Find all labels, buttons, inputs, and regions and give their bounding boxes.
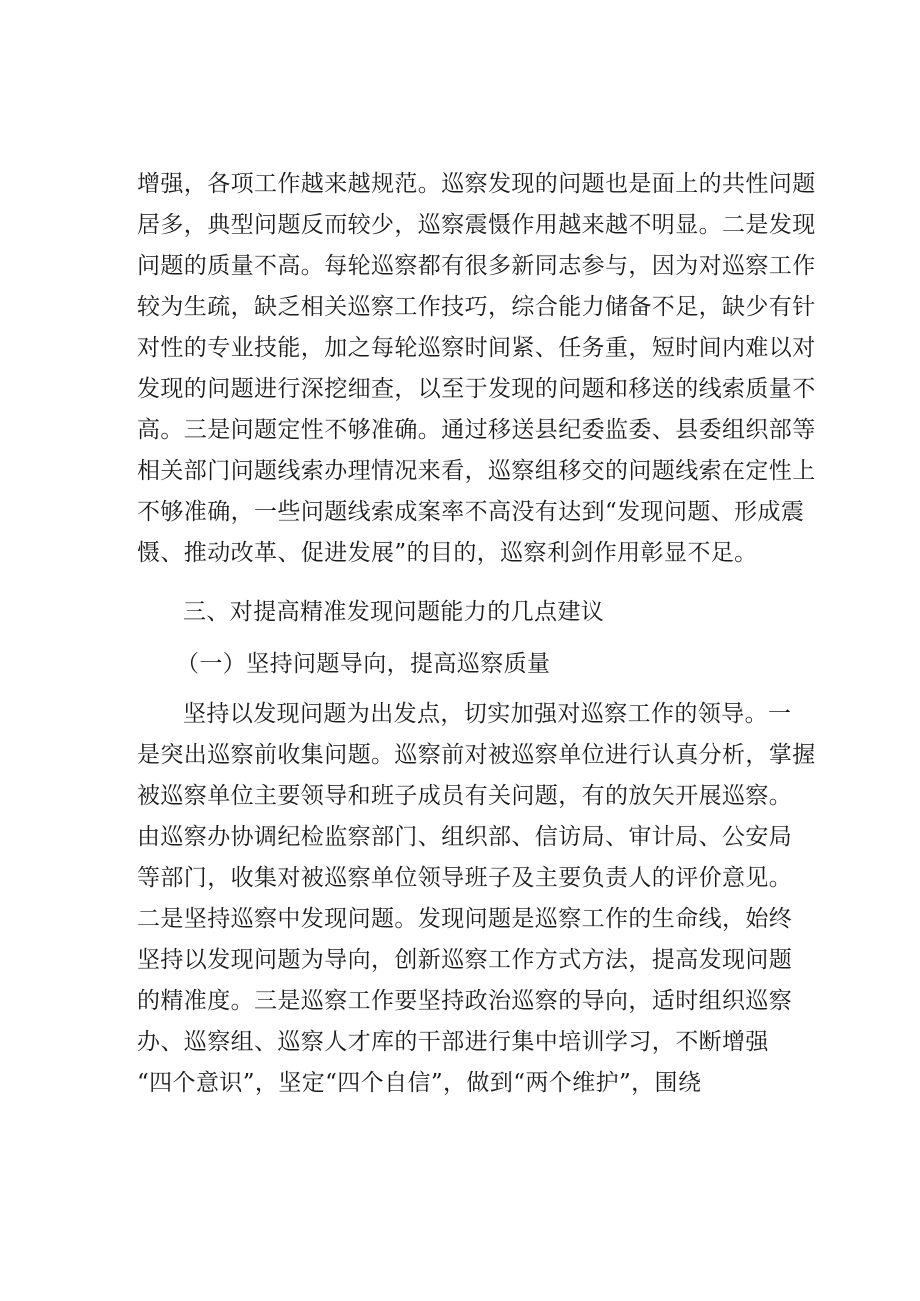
paragraph-line: 坚持以发现问题为出发点，切实加强对巡察工作的领导。一 [183, 701, 792, 727]
paragraph-line: 由巡察办协调纪检监察部门、组织部、信访局、审计局、公安局 [137, 824, 793, 850]
paragraph-line: 二是坚持巡察中发现问题。发现问题是巡察工作的生命线，始终 [137, 906, 793, 932]
paragraph-line: 坚持以发现问题为导向，创新巡察工作方式方法，提高发现问题 [137, 947, 793, 973]
paragraph-line: 较为生疏，缺乏相关巡察工作技巧，综合能力储备不足，缺少有针 [137, 294, 816, 320]
paragraph-line: 等部门，收集对被巡察单位领导班子及主要负责人的评价意见。 [137, 865, 793, 891]
paragraph-line: 问题的质量不高。每轮巡察都有很多新同志参与，因为对巡察工作 [137, 253, 816, 279]
paragraph-line: “四个意识”，坚定“四个自信”，做到“两个维护”，围绕 [137, 1070, 702, 1096]
paragraph-line: 是突出巡察前收集问题。巡察前对被巡察单位进行认真分析，掌握 [137, 742, 816, 768]
paragraph-line: 增强，各项工作越来越规范。巡察发现的问题也是面上的共性问题 [137, 171, 816, 197]
paragraph-line: 相关部门问题线索办理情况来看，巡察组移交的问题线索在定性上 [137, 458, 816, 484]
paragraph-line: 居多，典型问题反而较少，巡察震慑作用越来越不明显。二是发现 [137, 212, 816, 238]
paragraph-line: 发现的问题进行深挖细查，以至于发现的问题和移送的线索质量不 [137, 376, 816, 402]
subsection-heading: （一）坚持问题导向，提高巡察质量 [176, 651, 551, 677]
paragraph-line: 高。三是问题定性不够准确。通过移送县纪委监委、县委组织部等 [137, 417, 816, 443]
section-heading: 三、对提高精准发现问题能力的几点建议 [183, 599, 605, 625]
paragraph-line: 的精准度。三是巡察工作要坚持政治巡察的导向，适时组织巡察 [137, 988, 793, 1014]
paragraph-line: 对性的专业技能，加之每轮巡察时间紧、任务重，短时间内难以对 [137, 335, 816, 361]
paragraph-line: 办、巡察组、巡察人才库的干部进行集中培训学习，不断增强 [137, 1029, 769, 1055]
paragraph-line: 被巡察单位主要领导和班子成员有关问题，有的放矢开展巡察。 [137, 783, 793, 809]
paragraph-line: 不够准确，一些问题线索成案率不高没有达到“发现问题、形成震 [137, 499, 805, 525]
paragraph-line: 慑、推动改革、促进发展”的目的，巡察利剑作用彰显不足。 [137, 540, 758, 566]
